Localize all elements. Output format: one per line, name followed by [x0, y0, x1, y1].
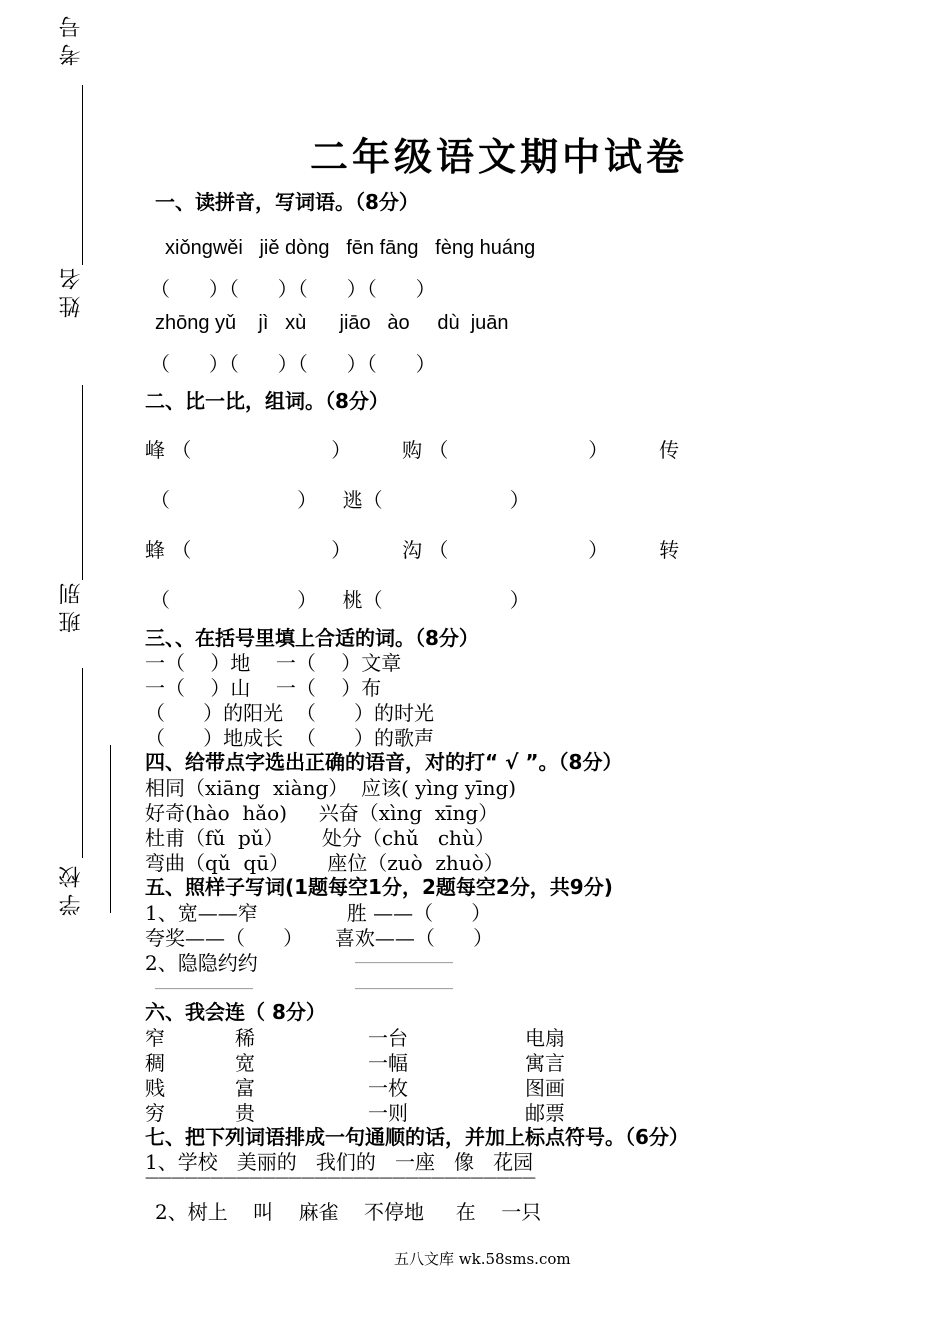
section1-pinyin-row2: zhōng yǔ jì xù jiāo ào dù juān — [155, 312, 509, 334]
section4-line: 弯曲（qǔ qū） 座位（zuò zhuò） — [145, 851, 504, 875]
match-noun-word: 寓言 — [525, 1051, 565, 1075]
section3-line: 一（ ）地 一（ ）文章 — [145, 651, 402, 675]
section1-pinyin-row1: xiǒngwěi jiě dòng fēn fāng fèng huáng — [165, 237, 536, 259]
section3-heading: 三、、在括号里填上合适的词。（8分） — [145, 626, 479, 650]
student-name-line — [82, 385, 83, 580]
exam-number-line — [82, 85, 83, 265]
section5-line: 2、隐隐约约 — [145, 951, 258, 975]
exam-number-label: 考号 — [59, 10, 84, 66]
section1-heading: 一、读拼音，写词语。（8分） — [155, 190, 419, 214]
student-name-label: 姓名 — [59, 262, 84, 318]
section5-line: 夸奖——（ ） 喜欢——（ ） — [145, 926, 494, 950]
match-left-word: 稠 — [145, 1051, 165, 1075]
match-antonym-word: 贵 — [235, 1101, 255, 1125]
match-antonym-word: 稀 — [235, 1026, 255, 1050]
section2-line1: 峰 （ ） 购 （ ） 传 — [145, 438, 680, 462]
match-antonym-word: 宽 — [235, 1051, 255, 1075]
answer-blank: ______________ — [355, 974, 453, 990]
class-line — [82, 668, 83, 858]
section7-heading: 七、把下列词语排成一句通顺的话，并加上标点符号。（6分） — [145, 1125, 689, 1149]
footer-watermark: 五八文库 wk.58sms.com — [394, 1250, 571, 1268]
match-measure-word: 一枚 — [368, 1076, 408, 1100]
section4-line: 杜甫（fǔ pǔ） 处分（chǔ chù） — [145, 826, 495, 850]
match-measure-word: 一则 — [368, 1101, 408, 1125]
section2-heading: 二、比一比，组词。（8分） — [145, 389, 389, 413]
section4-line: 好奇(hào hǎo) 兴奋（xìng xīng） — [145, 801, 499, 825]
match-measure-word: 一台 — [368, 1026, 408, 1050]
section6-heading: 六、我会连（ 8分） — [145, 1000, 326, 1024]
section1-brackets-row2: （ ）（ ）（ ）（ ） — [150, 354, 436, 376]
section3-line: （ ）的阳光 （ ）的时光 — [145, 701, 435, 725]
match-measure-word: 一幅 — [368, 1051, 408, 1075]
match-left-word: 穷 — [145, 1101, 165, 1125]
match-left-word: 窄 — [145, 1026, 165, 1050]
class-label: 班别 — [59, 577, 84, 633]
match-noun-word: 邮票 — [525, 1101, 565, 1125]
answer-line: —————————————————————————————— — [145, 1170, 535, 1186]
section7-question2: 2、树上 叫 麻雀 不停地 在 一只 — [155, 1200, 542, 1224]
answer-blank: ______________ — [355, 948, 453, 964]
match-antonym-word: 富 — [235, 1076, 255, 1100]
match-left-word: 贱 — [145, 1076, 165, 1100]
section2-line4: （ ） 桃（ ） — [150, 588, 530, 612]
margin-rule — [110, 745, 111, 913]
answer-blank: ______________ — [155, 974, 253, 990]
section5-line: 1、宽——窄 胜 ——（ ） — [145, 901, 492, 925]
section4-line: 相同（xiāng xiàng） 应该( yìng yīng) — [145, 776, 517, 800]
section3-line: 一（ ）山 一（ ）布 — [145, 676, 382, 700]
match-noun-word: 电扇 — [525, 1026, 565, 1050]
section4-heading: 四、给带点字选出正确的语音，对的打“ √ ”。（8分） — [145, 750, 623, 774]
section5-heading: 五、照样子写词(1题每空1分，2题每空2分，共9分) — [145, 875, 613, 899]
section2-line2: （ ） 逃（ ） — [150, 488, 530, 512]
match-noun-word: 图画 — [525, 1076, 565, 1100]
section1-brackets-row1: （ ）（ ）（ ）（ ） — [150, 279, 436, 301]
page-title: 二年级语文期中试卷 — [310, 135, 689, 179]
section2-line3: 蜂 （ ） 沟 （ ） 转 — [145, 538, 680, 562]
section3-line: （ ）地成长 （ ）的歌声 — [145, 726, 435, 750]
school-label: 学校 — [59, 860, 84, 916]
section7-question1: 1、学校 美丽的 我们的 一座 像 花园 — [145, 1150, 534, 1174]
